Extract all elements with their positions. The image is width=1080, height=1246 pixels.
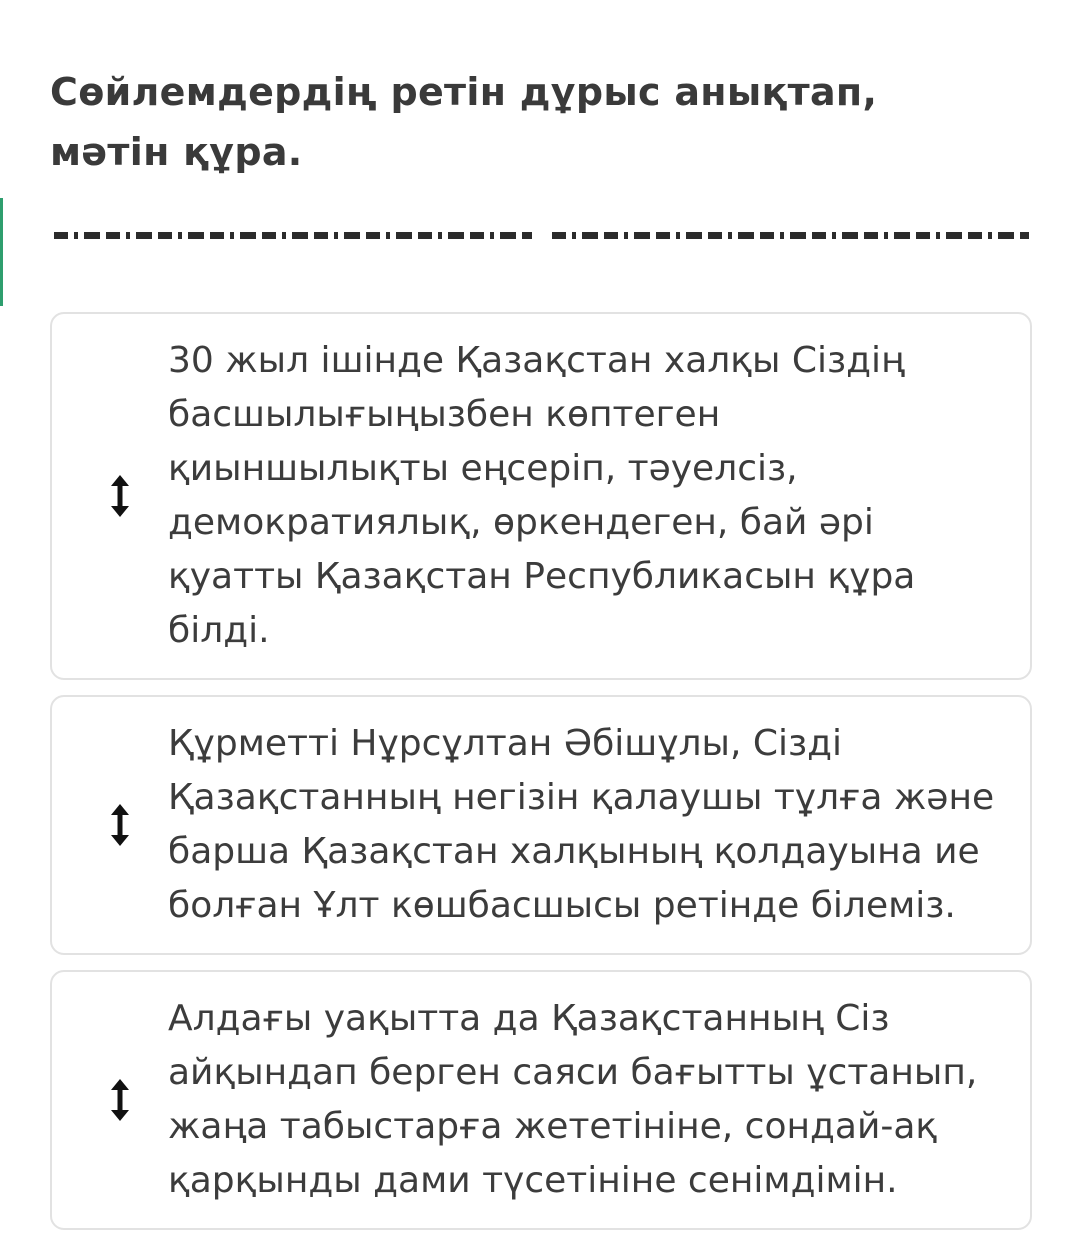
card-text: 30 жыл ішінде Қазақстан халқы Сіздің басшылығыңызбен көптеген қиыншылықты еңсеріп, тәуелсіз, демократиялық, өркендеген, бай әрі қуатты Қазақстан Республикасын құра білді. [168, 340, 916, 651]
question-title: Сөйлемдердің ретін дұрыс анықтап, мәтін құра. [50, 70, 878, 174]
sortable-list [50, 312, 1032, 1230]
vertical-arrows-icon[interactable] [108, 474, 132, 518]
card-text: Алдағы уақытта да Қазақстанның Сіз айқындап берген саяси бағытты ұстанып, жаңа табыстарға жететініне, сондай-ақ қарқынды дами түсетініне сенімдімін. [168, 998, 978, 1201]
sortable-card[interactable] [50, 970, 1032, 1230]
vertical-arrows-icon[interactable] [108, 1078, 132, 1122]
sortable-card[interactable] [50, 312, 1032, 680]
answer-placeholder-line [54, 232, 1029, 239]
sortable-card[interactable] [50, 695, 1032, 955]
card-text: Құрметті Нұрсұлтан Әбішұлы, Сізді Қазақстанның негізін қалаушы тұлға және барша Қазақстан халқының қолдауына ие болған Ұлт көшбасшысы ретінде білеміз. [168, 723, 995, 926]
left-accent-bar [0, 198, 3, 306]
answer-placeholder-segment [54, 232, 532, 239]
vertical-arrows-icon[interactable] [108, 803, 132, 847]
answer-placeholder-segment [552, 232, 1030, 239]
